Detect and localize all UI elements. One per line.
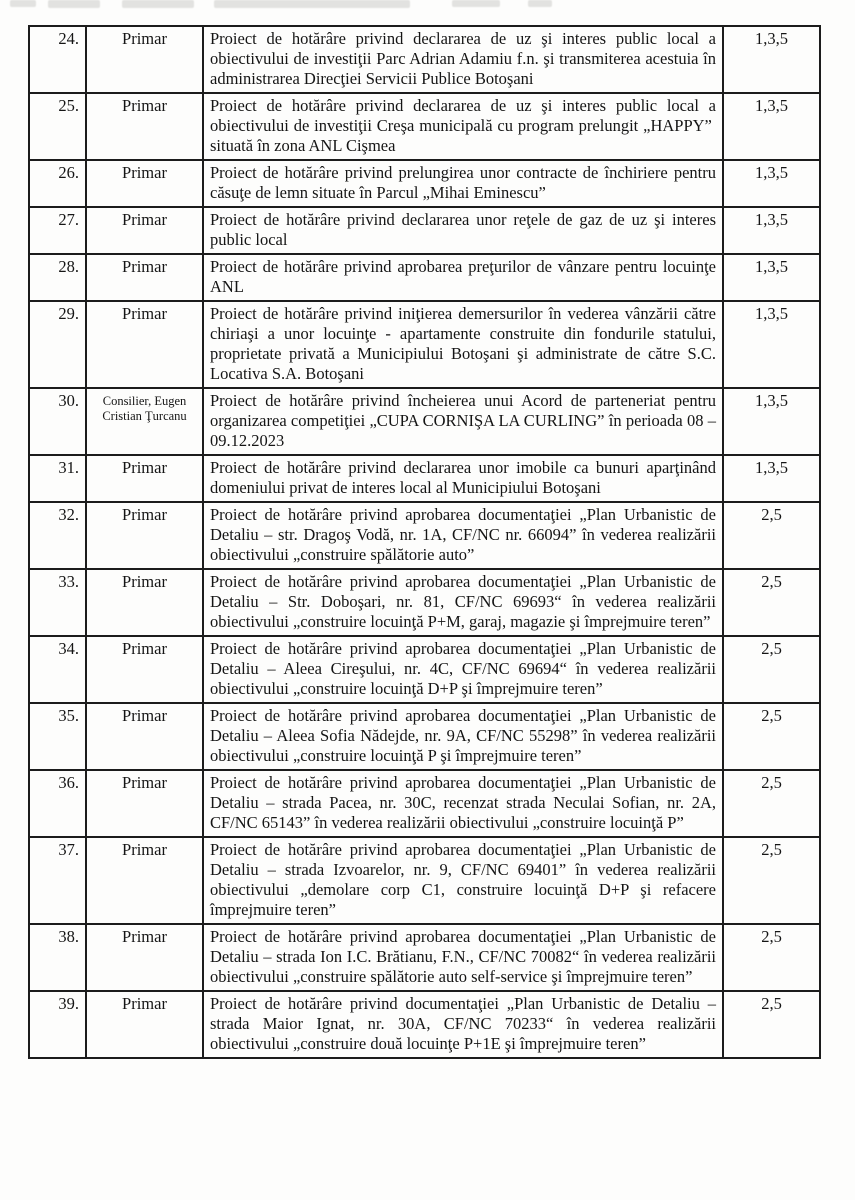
- project-title-cell: Proiect de hotărâre privind iniţierea demersurilor în vederea vânzării către chiriaşi a unor locuinţe - apartamente construite din fondurile statului, proprietate privată a Municipiului Botoşani şi administrate de către S.C. Locativa S.A. Botoşani: [203, 301, 723, 388]
- row-number-cell: 27.: [29, 207, 86, 254]
- row-number-cell: 29.: [29, 301, 86, 388]
- agenda-row: [29, 770, 820, 837]
- row-number-cell: 30.: [29, 388, 86, 455]
- project-title-cell: Proiect de hotărâre privind aprobarea documentaţiei „Plan Urbanistic de Detaliu – strada Ion I.C. Brătianu, F.N., CF/NC 70082“ în vederea realizării obiectivului „construire spălătorie auto self-service şi împrejmuire teren”: [203, 924, 723, 991]
- scan-noise-fragment: [214, 0, 410, 8]
- agenda-row: [29, 207, 820, 254]
- initiator-cell: Primar: [86, 837, 203, 924]
- agenda-row: [29, 301, 820, 388]
- agenda-row: [29, 569, 820, 636]
- initiator-cell: Primar: [86, 207, 203, 254]
- scan-noise-fragment: [528, 0, 552, 7]
- agenda-table-body: [29, 26, 820, 1058]
- row-number-cell: 31.: [29, 455, 86, 502]
- agenda-row: [29, 93, 820, 160]
- scan-noise-fragment: [122, 0, 194, 8]
- initiator-cell: Consilier, Eugen Cristian Ţurcanu: [86, 388, 203, 455]
- project-title-cell: Proiect de hotărâre privind aprobarea documentaţiei „Plan Urbanistic de Detaliu – Aleea Sofia Nădejde, nr. 9A, CF/NC 55298” în vederea realizării obiectivului „construire locuinţă P şi împrejmuire teren”: [203, 703, 723, 770]
- row-number-cell: 35.: [29, 703, 86, 770]
- committees-cell: 1,3,5: [723, 207, 820, 254]
- agenda-row: [29, 455, 820, 502]
- agenda-row: [29, 636, 820, 703]
- row-number-cell: 32.: [29, 502, 86, 569]
- initiator-cell: Primar: [86, 569, 203, 636]
- committees-cell: 1,3,5: [723, 254, 820, 301]
- agenda-table: [28, 25, 821, 1059]
- committees-cell: 1,3,5: [723, 388, 820, 455]
- committees-cell: 1,3,5: [723, 160, 820, 207]
- initiator-cell: Primar: [86, 703, 203, 770]
- initiator-cell: Primar: [86, 254, 203, 301]
- project-title-cell: Proiect de hotărâre privind declararea de uz şi interes public local a obiectivului de investiţii Creşa municipală cu program prelungit „HAPPY” situată în zona ANL Cişmea: [203, 93, 723, 160]
- initiator-cell: Primar: [86, 502, 203, 569]
- committees-cell: 2,5: [723, 991, 820, 1058]
- agenda-row: [29, 703, 820, 770]
- row-number-cell: 33.: [29, 569, 86, 636]
- agenda-row: [29, 502, 820, 569]
- committees-cell: 2,5: [723, 770, 820, 837]
- row-number-cell: 24.: [29, 26, 86, 93]
- project-title-cell: Proiect de hotărâre privind aprobarea documentaţiei „Plan Urbanistic de Detaliu – strada Izvoarelor, nr. 9, CF/NC 69401” în vederea realizării obiectivului „demolare corp C1, construire locuinţă D+P şi refacere împrejmuire teren”: [203, 837, 723, 924]
- initiator-cell: Primar: [86, 924, 203, 991]
- project-title-cell: Proiect de hotărâre privind aprobarea documentaţiei „Plan Urbanistic de Detaliu – str. Dragoş Vodă, nr. 1A, CF/NC nr. 66094” în vederea realizării obiectivului „construire spălătorie auto”: [203, 502, 723, 569]
- project-title-cell: Proiect de hotărâre privind prelungirea unor contracte de închiriere pentru căsuţe de lemn situate în Parcul „Mihai Eminescu”: [203, 160, 723, 207]
- committees-cell: 1,3,5: [723, 93, 820, 160]
- project-title-cell: Proiect de hotărâre privind declararea de uz şi interes public local a obiectivului de investiţii Parc Adrian Adamiu f.n. şi transmiterea acestuia în administrarea Direcţiei Servicii Publice Botoşani: [203, 26, 723, 93]
- committees-cell: 1,3,5: [723, 26, 820, 93]
- scan-noise-fragment: [10, 0, 36, 7]
- committees-cell: 2,5: [723, 636, 820, 703]
- agenda-row: [29, 254, 820, 301]
- project-title-cell: Proiect de hotărâre privind aprobarea documentaţiei „Plan Urbanistic de Detaliu – strada Pacea, nr. 30C, recenzat strada Neculai Sofian, nr. 2A, CF/NC 65143” în vederea realizării obiectivului „construire locuinţă P”: [203, 770, 723, 837]
- project-title-cell: Proiect de hotărâre privind aprobarea preţurilor de vânzare pentru locuinţe ANL: [203, 254, 723, 301]
- row-number-cell: 39.: [29, 991, 86, 1058]
- initiator-cell: Primar: [86, 160, 203, 207]
- row-number-cell: 37.: [29, 837, 86, 924]
- committees-cell: 2,5: [723, 837, 820, 924]
- committees-cell: 2,5: [723, 502, 820, 569]
- agenda-row: [29, 837, 820, 924]
- agenda-row: [29, 160, 820, 207]
- initiator-cell: Primar: [86, 93, 203, 160]
- project-title-cell: Proiect de hotărâre privind aprobarea documentaţiei „Plan Urbanistic de Detaliu – Aleea Cireşului, nr. 4C, CF/NC 69694“ în vederea realizării obiectivului „construire locuinţă D+P şi împrejmuire teren”: [203, 636, 723, 703]
- row-number-cell: 38.: [29, 924, 86, 991]
- initiator-cell: Primar: [86, 455, 203, 502]
- agenda-row: [29, 991, 820, 1058]
- project-title-cell: Proiect de hotărâre privind declararea unor reţele de gaz de uz şi interes public local: [203, 207, 723, 254]
- initiator-cell: Primar: [86, 26, 203, 93]
- agenda-row: [29, 26, 820, 93]
- row-number-cell: 26.: [29, 160, 86, 207]
- project-title-cell: Proiect de hotărâre privind aprobarea documentaţiei „Plan Urbanistic de Detaliu – Str. Doboşari, nr. 81, CF/NC 69693“ în vederea realizării obiectivului „construire locuinţă P+M, garaj, magazie şi împrejmuire teren”: [203, 569, 723, 636]
- project-title-cell: Proiect de hotărâre privind documentaţiei „Plan Urbanistic de Detaliu – strada Maior Ignat, nr. 30A, CF/NC 70233“ în vederea realizării obiectivului „construire două locuinţe P+1E şi împrejmuire teren”: [203, 991, 723, 1058]
- row-number-cell: 34.: [29, 636, 86, 703]
- row-number-cell: 25.: [29, 93, 86, 160]
- committees-cell: 2,5: [723, 703, 820, 770]
- row-number-cell: 36.: [29, 770, 86, 837]
- initiator-cell: Primar: [86, 991, 203, 1058]
- row-number-cell: 28.: [29, 254, 86, 301]
- initiator-cell: Primar: [86, 770, 203, 837]
- scan-noise-fragment: [48, 0, 100, 8]
- initiator-cell: Primar: [86, 636, 203, 703]
- project-title-cell: Proiect de hotărâre privind încheierea unui Acord de parteneriat pentru organizarea competiţiei „CUPA CORNIŞA LA CURLING” în perioada 08 – 09.12.2023: [203, 388, 723, 455]
- committees-cell: 1,3,5: [723, 455, 820, 502]
- project-title-cell: Proiect de hotărâre privind declararea unor imobile ca bunuri aparţinând domeniului privat de interes local al Municipiului Botoşani: [203, 455, 723, 502]
- agenda-row: [29, 388, 820, 455]
- initiator-cell: Primar: [86, 301, 203, 388]
- scan-noise-fragment: [452, 0, 500, 7]
- committees-cell: 2,5: [723, 569, 820, 636]
- agenda-row: [29, 924, 820, 991]
- committees-cell: 1,3,5: [723, 301, 820, 388]
- committees-cell: 2,5: [723, 924, 820, 991]
